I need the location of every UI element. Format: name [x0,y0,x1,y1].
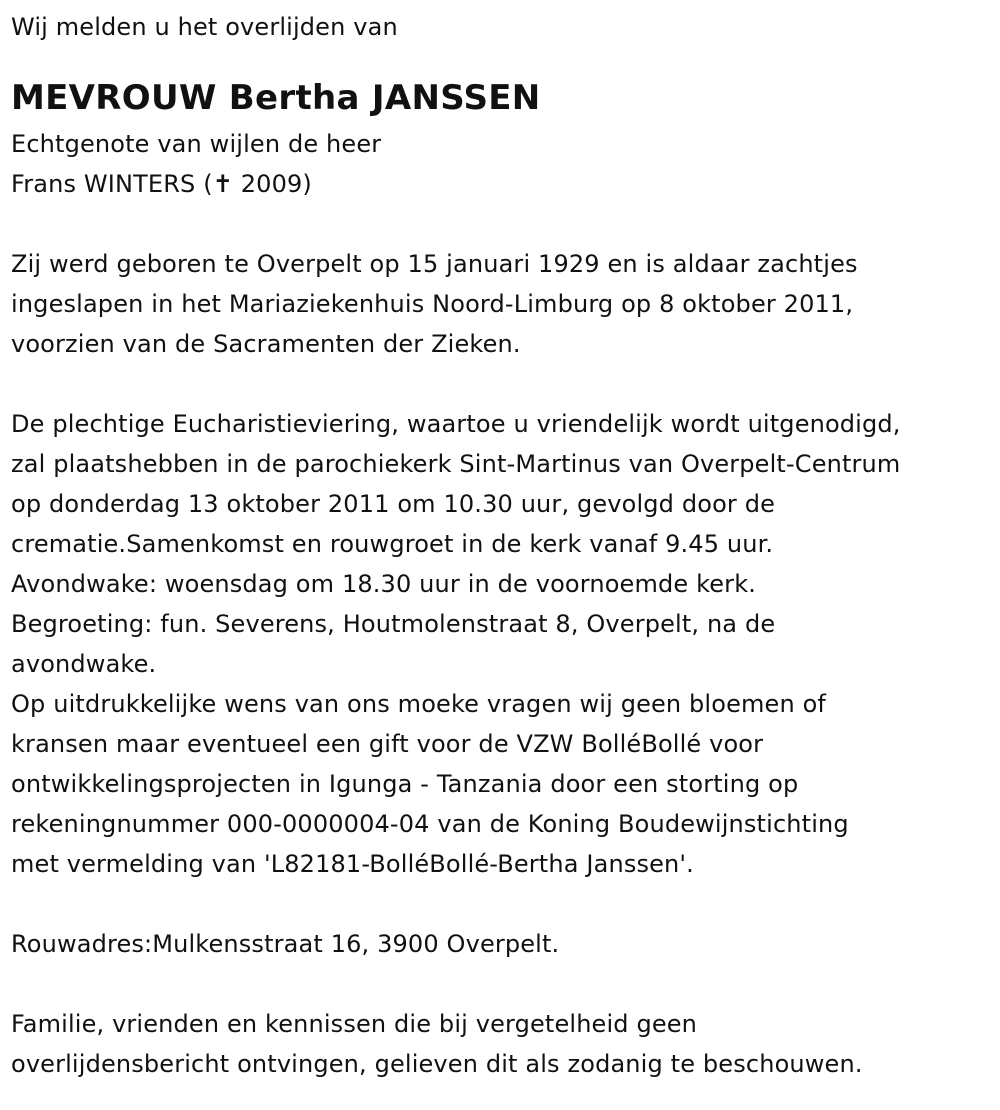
closing-line-2: overlijdensbericht ontvingen, gelieven dit als zodanig te beschouwen. [11,1050,863,1078]
birth-line-2: ingeslapen in het Mariaziekenhuis Noord-Limburg op 8 oktober 2011, [11,290,854,318]
address-paragraph [11,924,1000,964]
spouse-line-1: Echtgenote van wijlen de heer [11,130,382,158]
birth-line-1: Zij werd geboren te Overpelt op 15 januari 1929 en is aldaar zachtjes [11,250,858,278]
intro-text: Wij melden u het overlijden van [11,13,398,41]
donation-line-2: kransen maar eventueel een gift voor de VZW BolléBollé voor [11,730,764,758]
donation-line-3: ontwikkelingsprojecten in Igunga - Tanzania door een storting op [11,770,799,798]
mourning-address: Rouwadres:Mulkensstraat 16, 3900 Overpelt. [11,930,560,958]
ceremony-line-1: De plechtige Eucharistieviering, waartoe u vriendelijk wordt uitgenodigd, [11,410,901,438]
closing-line-1: Familie, vrienden en kennissen die bij vergetelheid geen [11,1010,698,1038]
ceremony-line-3: op donderdag 13 oktober 2011 om 10.30 uur, gevolgd door de [11,490,775,518]
donation-line-4: rekeningnummer 000-0000004-04 van de Koning Boudewijnstichting [11,810,849,838]
greeting-line-2: avondwake. [11,650,157,678]
closing-paragraph [11,1004,1000,1084]
ceremony-line-2: zal plaatshebben in de parochiekerk Sint-Martinus van Overpelt-Centrum [11,450,901,478]
donation-line-5: met vermelding van 'L82181-BolléBollé-Bertha Janssen'. [11,850,694,878]
ceremony-paragraph [11,404,1000,884]
birth-paragraph [11,244,1000,364]
ceremony-line-4: crematie.Samenkomst en rouwgroet in de kerk vanaf 9.45 uur. [11,530,774,558]
spouse-line-2: Frans WINTERS (✝ 2009) [11,170,312,198]
birth-line-3: voorzien van de Sacramenten der Zieken. [11,330,521,358]
wake-line: Avondwake: woensdag om 18.30 uur in de voornoemde kerk. [11,570,757,598]
deceased-name: MEVROUW Bertha JANSSEN [11,78,541,118]
greeting-line-1: Begroeting: fun. Severens, Houtmolenstraat 8, Overpelt, na de [11,610,776,638]
donation-line-1: Op uitdrukkelijke wens van ons moeke vragen wij geen bloemen of [11,690,827,718]
spouse-block [11,124,1000,204]
